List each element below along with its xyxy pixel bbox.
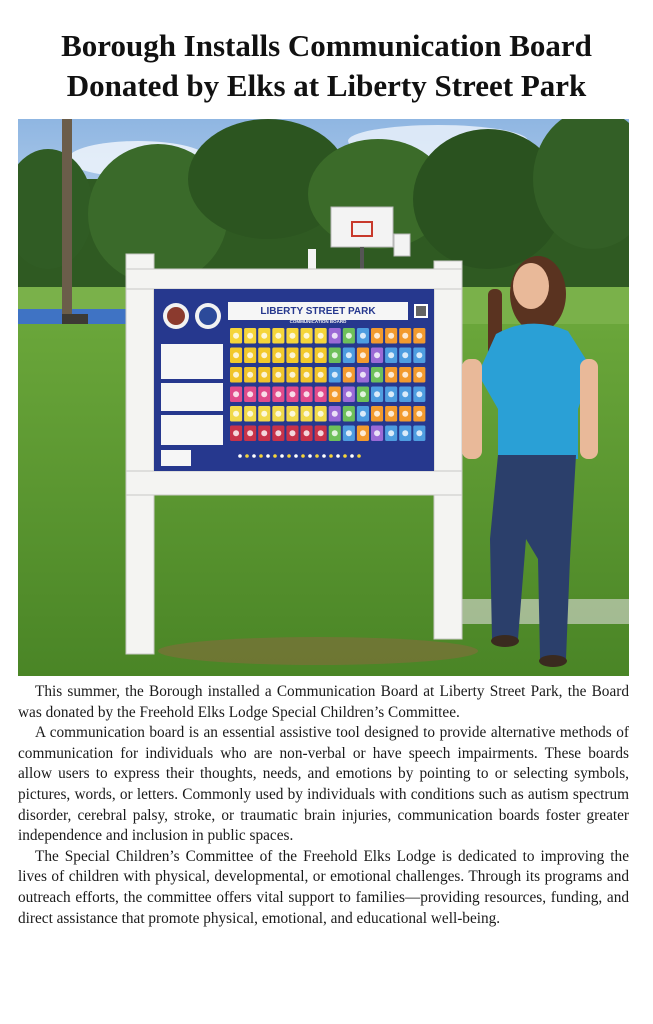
board-symbol-icon — [332, 411, 338, 417]
photo-communication-board — [18, 119, 629, 676]
board-symbol-icon — [275, 430, 281, 436]
board-symbol-icon — [416, 372, 422, 378]
board-alphabet-dot — [301, 454, 305, 458]
board-symbol-icon — [332, 391, 338, 397]
board-alphabet-dot — [252, 454, 256, 458]
board-symbol-icon — [247, 372, 253, 378]
board-symbol-icon — [233, 372, 239, 378]
board-symbol-icon — [388, 352, 394, 358]
instruction-panel — [161, 383, 223, 411]
sign-subtitle: COMMUNICATION BOARD — [289, 319, 347, 324]
board-symbol-icon — [318, 333, 324, 339]
board-alphabet-dot — [357, 454, 361, 458]
board-symbol-icon — [402, 372, 408, 378]
board-symbol-icon — [332, 333, 338, 339]
board-symbol-icon — [318, 391, 324, 397]
board-symbol-icon — [402, 411, 408, 417]
board-symbol-icon — [233, 391, 239, 397]
article-body — [18, 682, 629, 929]
board-symbol-icon — [304, 352, 310, 358]
paragraph-1: This summer, the Borough installed a Communication Board at Liberty Street Park, the Board was donated by the Freehold Elks Lodge Special Children’s Committee. — [18, 683, 629, 721]
board-alphabet-dot — [343, 454, 347, 458]
board-symbol-icon — [247, 411, 253, 417]
paragraph-2: A communication board is an essential assistive tool designed to provide alternative methods of communication for individuals who are non-verbal or have speech impairments. These boards allow users to express their thoughts, needs, and emotions by pointing to or selecting symbols, pictures, words, or letters. Commonly used by individuals with conditions such as autism spectrum disorder, cerebral palsy, stroke, or traumatic brain injuries, communication boards foster greater independence and inclusion in public spaces. — [18, 724, 629, 845]
board-symbol-icon — [416, 333, 422, 339]
board-symbol-icon — [275, 391, 281, 397]
board-symbol-icon — [304, 391, 310, 397]
board-symbol-icon — [247, 430, 253, 436]
board-symbol-icon — [346, 372, 352, 378]
headline-line-2: Donated by Elks at Liberty Street Park — [66, 68, 587, 103]
board-symbol-icon — [275, 411, 281, 417]
board-symbol-icon — [304, 333, 310, 339]
board-symbol-icon — [388, 391, 394, 397]
board-symbol-icon — [402, 430, 408, 436]
board-symbol-icon — [289, 391, 295, 397]
board-symbol-icon — [360, 352, 366, 358]
sponsor-logo — [161, 450, 191, 466]
board-symbol-icon — [233, 333, 239, 339]
board-symbol-icon — [275, 372, 281, 378]
board-symbol-icon — [402, 333, 408, 339]
board-symbol-icon — [233, 352, 239, 358]
board-alphabet-dot — [266, 454, 270, 458]
board-symbol-icon — [233, 411, 239, 417]
board-symbol-icon — [360, 372, 366, 378]
board-alphabet-dot — [238, 454, 242, 458]
board-symbol-icon — [261, 333, 267, 339]
board-alphabet-dot — [273, 454, 277, 458]
board-symbol-icon — [261, 391, 267, 397]
board-symbol-icon — [289, 372, 295, 378]
board-alphabet-dot — [280, 454, 284, 458]
board-symbol-icon — [304, 430, 310, 436]
board-symbol-icon — [360, 411, 366, 417]
board-symbol-icon — [388, 430, 394, 436]
paragraph-3: The Special Children’s Committee of the Freehold Elks Lodge is dedicated to improving the lives of children with physical, developmental, or emotional challenges. Through its programs and outreach efforts, the committee offers vital support to families—providing resources, funding, and direct assistance that promote physical, emotional, and educational well-being. — [18, 847, 629, 927]
sign-title: LIBERTY STREET PARK — [260, 306, 376, 317]
board-symbol-icon — [332, 430, 338, 436]
board-symbol-icon — [289, 411, 295, 417]
board-symbol-icon — [374, 391, 380, 397]
board-symbol-icon — [402, 391, 408, 397]
board-symbol-icon — [374, 372, 380, 378]
board-alphabet-dot — [336, 454, 340, 458]
headline — [0, 26, 653, 106]
board-alphabet-dot — [308, 454, 312, 458]
board-symbol-icon — [275, 333, 281, 339]
utility-pole — [62, 119, 72, 334]
board-symbol-icon — [374, 333, 380, 339]
board-symbol-icon — [374, 411, 380, 417]
board-symbol-icon — [346, 352, 352, 358]
board-symbol-icon — [332, 372, 338, 378]
board-symbol-icon — [374, 352, 380, 358]
board-symbol-icon — [247, 352, 253, 358]
board-symbol-icon — [346, 391, 352, 397]
board-symbol-icon — [402, 352, 408, 358]
board-symbol-icon — [247, 333, 253, 339]
board-symbol-icon — [388, 411, 394, 417]
board-alphabet-dot — [322, 454, 326, 458]
board-symbol-icon — [275, 352, 281, 358]
board-alphabet-dot — [259, 454, 263, 458]
board-symbol-icon — [360, 430, 366, 436]
board-alphabet-dot — [287, 454, 291, 458]
board-symbol-icon — [346, 333, 352, 339]
board-symbol-icon — [304, 372, 310, 378]
board-symbol-icon — [346, 430, 352, 436]
board-symbol-icon — [416, 391, 422, 397]
board-symbol-icon — [416, 430, 422, 436]
board-alphabet-dot — [350, 454, 354, 458]
board-symbol-icon — [261, 352, 267, 358]
dirt-patch — [158, 637, 478, 665]
board-symbol-icon — [289, 430, 295, 436]
board-symbol-icon — [360, 391, 366, 397]
board-symbol-icon — [233, 430, 239, 436]
board-alphabet-dot — [245, 454, 249, 458]
board-alphabet-dot — [315, 454, 319, 458]
board-symbol-icon — [289, 352, 295, 358]
instruction-panel — [161, 415, 223, 445]
board-symbol-icon — [261, 430, 267, 436]
board-alphabet-dot — [294, 454, 298, 458]
board-symbol-icon — [318, 352, 324, 358]
board-alphabet-dot — [329, 454, 333, 458]
board-symbol-icon — [318, 430, 324, 436]
board-symbol-icon — [360, 333, 366, 339]
board-symbol-icon — [318, 372, 324, 378]
communication-board-sign — [154, 289, 434, 471]
instruction-panel — [161, 344, 223, 379]
board-symbol-icon — [247, 391, 253, 397]
board-symbol-icon — [346, 411, 352, 417]
board-symbol-icon — [388, 372, 394, 378]
board-symbol-icon — [304, 411, 310, 417]
board-symbol-icon — [261, 372, 267, 378]
board-symbol-icon — [261, 411, 267, 417]
board-symbol-icon — [289, 333, 295, 339]
board-symbol-icon — [416, 352, 422, 358]
board-symbol-icon — [416, 411, 422, 417]
board-symbol-icon — [332, 352, 338, 358]
headline-line-1: Borough Installs Communication Board — [61, 28, 592, 63]
board-symbol-icon — [388, 333, 394, 339]
board-symbol-icon — [374, 430, 380, 436]
board-symbol-icon — [318, 411, 324, 417]
